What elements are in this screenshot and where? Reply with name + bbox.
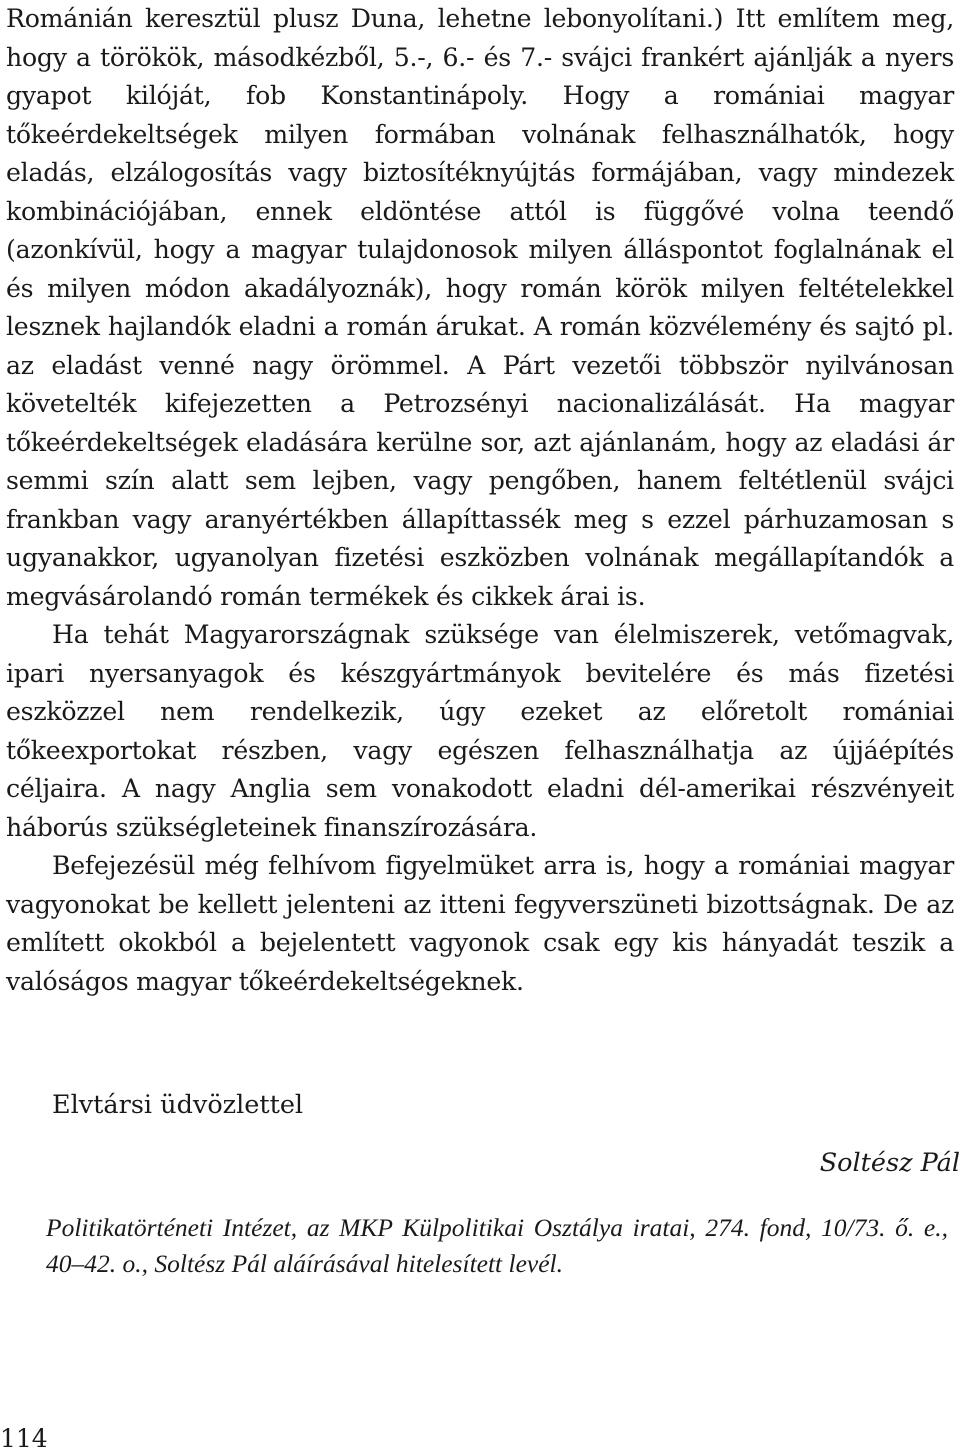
letter-body <box>6 0 954 1001</box>
body-paragraph-3: Befejezésül még felhívom figyelmüket arra is, hogy a romániai magyar vagyonokat be kellett jelenteni az itteni fegyverszüneti bizottságnak. De az említett okokból a bejelentett vagyonok csak egy kis hányadát teszik a valóságos magyar tőkeérdekeltségeknek. <box>6 851 954 996</box>
closing-salutation: Elvtársi üdvözlettel <box>52 1090 304 1120</box>
source-citation: Politikatörténeti Intézet, az MKP Külpolitikai Osztálya iratai, 274. fond, 10/73. ő. e., 40–42. o., Soltész Pál aláírásával hitelesített levél. <box>46 1213 948 1278</box>
body-paragraph-2: Ha tehát Magyarországnak szüksége van élelmiszerek, vetőmagvak, ipari nyersanyagok és készgyártmányok bevitelére és más fizetési eszközzel nem rendelkezik, úgy ezeket az előretolt romániai tőkeexportokat részben, vagy egészen felhasználhatja az újjáépítés céljaira. A nagy Anglia sem vonakodott eladni dél-amerikai részvényeit háborús szükségleteinek finanszírozására. <box>6 620 954 842</box>
body-paragraph-1: Románián keresztül plusz Duna, lehetne lebonyolítani.) Itt említem meg, hogy a törökök, másodkézből, 5.-, 6.- és 7.- svájci frankért ajánlják a nyers gyapot kilóját, fob Konstantinápoly. Hogy a romániai magyar tőkeérdekeltségek milyen formában volnának felhasználhatók, hogy eladás, elzálogosítás vagy biztosítéknyújtás formájában, vagy mindezek kombinációjában, ennek eldöntése attól is függővé volna teendő (azonkívül, hogy a magyar tulajdonosok milyen álláspontot foglalnának el és milyen módon akadályoznák), hogy román körök milyen feltételekkel lesznek hajlandók eladni a román árukat. A román közvélemény és sajtó pl. az eladást venné nagy örömmel. A Párt vezetői többször nyilvánosan követelték kifejezetten a Petrozsényi nacionalizálását. Ha magyar tőkeérdekeltségek eladására kerülne sor, azt ajánlanám, hogy az eladási ár semmi szín alatt sem lejben, vagy pengőben, hanem feltétlenül svájci frankban vagy aranyértékben állapíttassék meg s ezzel párhuzamosan s ugyanakkor, ugyanolyan fizetési eszközben volnának megállapítandók a megvásárolandó román termékek és cikkek árai is. <box>6 4 954 611</box>
page-number: 114 <box>0 1424 48 1453</box>
signature: Soltész Pál <box>819 1148 960 1178</box>
